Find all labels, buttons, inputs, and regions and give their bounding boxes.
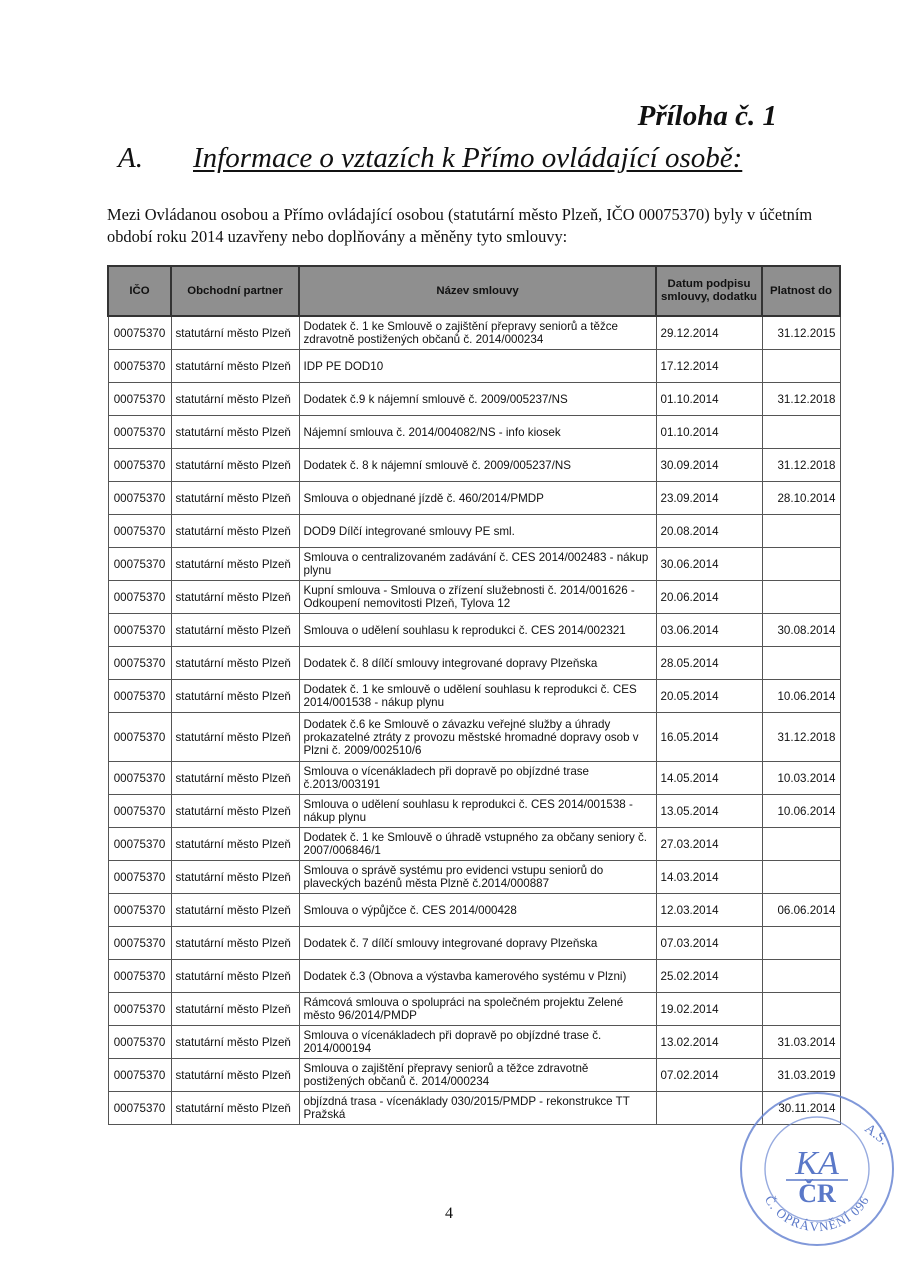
cell-sign-date: 03.06.2014 [656,614,762,647]
header-valid-until: Platnost do [762,266,840,316]
table-row [108,647,840,680]
table-row [108,614,840,647]
cell-contract-name: Smlouva o výpůjčce č. CES 2014/000428 [299,894,656,927]
cell-partner: statutární město Plzeň [171,680,299,713]
cell-valid-until: 31.12.2018 [762,449,840,482]
cell-ico: 00075370 [108,1092,171,1125]
cell-ico: 00075370 [108,795,171,828]
cell-contract-name: Smlouva o zajištění přepravy seniorů a těžce zdravotně postižených občanů č. 2014/000234 [299,1059,656,1092]
header-contract-name: Název smlouvy [299,266,656,316]
cell-ico: 00075370 [108,680,171,713]
table-row [108,449,840,482]
cell-partner: statutární město Plzeň [171,762,299,795]
cell-valid-until [762,828,840,861]
cell-contract-name: Dodatek č. 1 ke smlouvě o udělení souhlasu k reprodukci č. CES 2014/001538 - nákup plynu [299,680,656,713]
section-letter: A. [118,142,143,174]
cell-ico: 00075370 [108,1059,171,1092]
cell-ico: 00075370 [108,894,171,927]
cell-contract-name: IDP PE DOD10 [299,350,656,383]
cell-contract-name: Smlouva o správě systému pro evidenci vstupu seniorů do plaveckých bazénů města Plzně č.2014/000887 [299,861,656,894]
cell-contract-name: Rámcová smlouva o spolupráci na společném projektu Zelené město 96/2014/PMDP [299,993,656,1026]
cell-ico: 00075370 [108,449,171,482]
table-row [108,581,840,614]
cell-ico: 00075370 [108,861,171,894]
cell-valid-until: 06.06.2014 [762,894,840,927]
cell-contract-name: Dodatek č.9 k nájemní smlouvě č. 2009/005237/NS [299,383,656,416]
cell-ico: 00075370 [108,993,171,1026]
cell-valid-until: 31.12.2018 [762,383,840,416]
cell-ico: 00075370 [108,515,171,548]
cell-ico: 00075370 [108,581,171,614]
cell-ico: 00075370 [108,762,171,795]
company-stamp [736,1088,898,1250]
cell-partner: statutární město Plzeň [171,861,299,894]
section-title: Informace o vztazích k Přímo ovládající osobě: [193,142,743,174]
cell-contract-name: Smlouva o vícenákladech při dopravě po objízdné trase č. 2014/000194 [299,1026,656,1059]
cell-sign-date: 07.03.2014 [656,927,762,960]
cell-sign-date: 19.02.2014 [656,993,762,1026]
cell-ico: 00075370 [108,960,171,993]
cell-ico: 00075370 [108,416,171,449]
cell-ico: 00075370 [108,383,171,416]
cell-partner: statutární město Plzeň [171,316,299,350]
cell-sign-date: 28.05.2014 [656,647,762,680]
svg-text:A.S.: A.S. [861,1121,891,1149]
cell-partner: statutární město Plzeň [171,795,299,828]
table-row [108,795,840,828]
cell-valid-until: 30.11.2014 [762,1092,840,1125]
cell-partner: statutární město Plzeň [171,581,299,614]
cell-valid-until: 10.06.2014 [762,795,840,828]
cell-valid-until [762,993,840,1026]
table-row [108,861,840,894]
cell-contract-name: Dodatek č. 1 ke Smlouvě o zajištění přepravy seniorů a těžce zdravotně postižených občanů č. 2014/000234 [299,316,656,350]
cell-contract-name: Kupní smlouva - Smlouva o zřízení služebnosti č. 2014/001626 - Odkoupení nemovitosti Plzeň, Tylova 12 [299,581,656,614]
table-row [108,350,840,383]
cell-ico: 00075370 [108,316,171,350]
cell-contract-name: Dodatek č. 8 dílčí smlouvy integrované dopravy Plzeňska [299,647,656,680]
cell-sign-date: 27.03.2014 [656,828,762,861]
header-ico: IČO [108,266,171,316]
cell-sign-date: 30.06.2014 [656,548,762,581]
table-row [108,927,840,960]
cell-partner: statutární město Plzeň [171,383,299,416]
cell-sign-date: 14.05.2014 [656,762,762,795]
cell-contract-name: objízdná trasa - vícenáklady 030/2015/PMDP - rekonstrukce TT Pražská [299,1092,656,1125]
table-row [108,713,840,762]
cell-sign-date: 16.05.2014 [656,713,762,762]
cell-contract-name: Dodatek č.6 ke Smlouvě o závazku veřejné služby a úhrady prokazatelné ztráty z provozu městské hromadné dopravy osob v Plzni č. 2009/002510/6 [299,713,656,762]
page-number: 4 [445,1205,453,1222]
cell-contract-name: Smlouva o objednané jízdě č. 460/2014/PMDP [299,482,656,515]
cell-sign-date: 12.03.2014 [656,894,762,927]
cell-ico: 00075370 [108,713,171,762]
cell-ico: 00075370 [108,614,171,647]
cell-sign-date: 13.05.2014 [656,795,762,828]
cell-sign-date: 20.06.2014 [656,581,762,614]
table-row [108,894,840,927]
cell-partner: statutární město Plzeň [171,449,299,482]
cell-contract-name: Dodatek č. 8 k nájemní smlouvě č. 2009/005237/NS [299,449,656,482]
cell-ico: 00075370 [108,548,171,581]
table-row [108,1026,840,1059]
cell-ico: 00075370 [108,482,171,515]
cell-contract-name: Smlouva o udělení souhlasu k reprodukci č. CES 2014/002321 [299,614,656,647]
cell-contract-name: DOD9 Dílčí integrované smlouvy PE sml. [299,515,656,548]
table-header-row [108,266,840,316]
cell-partner: statutární město Plzeň [171,713,299,762]
table-body [108,316,840,1125]
cell-valid-until [762,581,840,614]
cell-ico: 00075370 [108,927,171,960]
header-partner: Obchodní partner [171,266,299,316]
table-row [108,383,840,416]
cell-sign-date: 20.08.2014 [656,515,762,548]
cell-ico: 00075370 [108,1026,171,1059]
cell-partner: statutární město Plzeň [171,350,299,383]
cell-partner: statutární město Plzeň [171,960,299,993]
table-row [108,680,840,713]
cell-contract-name: Nájemní smlouva č. 2014/004082/NS - info kiosek [299,416,656,449]
cell-valid-until [762,861,840,894]
cell-partner: statutární město Plzeň [171,647,299,680]
cell-valid-until: 30.08.2014 [762,614,840,647]
cell-valid-until [762,548,840,581]
cell-valid-until: 31.03.2014 [762,1026,840,1059]
table-row [108,515,840,548]
cell-sign-date: 23.09.2014 [656,482,762,515]
cell-partner: statutární město Plzeň [171,1092,299,1125]
cell-valid-until: 31.03.2019 [762,1059,840,1092]
cell-ico: 00075370 [108,647,171,680]
cell-contract-name: Smlouva o vícenákladech při dopravě po objízdné trase č.2013/003191 [299,762,656,795]
header-sign-date: Datum podpisu smlouvy, dodatku [656,266,762,316]
cell-partner: statutární město Plzeň [171,1026,299,1059]
cell-partner: statutární město Plzeň [171,894,299,927]
svg-text:KA: KA [795,1145,839,1182]
cell-partner: statutární město Plzeň [171,482,299,515]
svg-text:ČR: ČR [798,1179,836,1208]
annex-label: Příloha č. 1 [637,100,777,132]
cell-partner: statutární město Plzeň [171,828,299,861]
cell-valid-until [762,647,840,680]
table-row [108,828,840,861]
cell-ico: 00075370 [108,350,171,383]
cell-sign-date: 14.03.2014 [656,861,762,894]
contracts-table [107,265,841,1125]
cell-partner: statutární město Plzeň [171,927,299,960]
cell-sign-date: 07.02.2014 [656,1059,762,1092]
cell-contract-name: Dodatek č.3 (Obnova a výstavba kamerového systému v Plzni) [299,960,656,993]
intro-paragraph: Mezi Ovládanou osobou a Přímo ovládající osobou (statutární město Plzeň, IČO 00075370) byly v účetním období roku 2014 uzavřeny nebo doplňovány a měněny tyto smlouvy: [107,205,813,246]
cell-valid-until [762,350,840,383]
table-row [108,548,840,581]
cell-valid-until: 10.06.2014 [762,680,840,713]
cell-sign-date: 01.10.2014 [656,383,762,416]
cell-sign-date: 13.02.2014 [656,1026,762,1059]
cell-partner: statutární město Plzeň [171,993,299,1026]
table-row [108,1092,840,1125]
cell-valid-until: 31.12.2015 [762,316,840,350]
cell-partner: statutární město Plzeň [171,1059,299,1092]
table-row [108,1059,840,1092]
svg-text:Č. OPRÁVNĚNÍ 096: Č. OPRÁVNĚNÍ 096 [761,1192,873,1235]
cell-valid-until: 31.12.2018 [762,713,840,762]
cell-valid-until: 10.03.2014 [762,762,840,795]
cell-partner: statutární město Plzeň [171,416,299,449]
cell-contract-name: Smlouva o udělení souhlasu k reprodukci č. CES 2014/001538 - nákup plynu [299,795,656,828]
table-row [108,416,840,449]
cell-valid-until [762,960,840,993]
cell-sign-date: 30.09.2014 [656,449,762,482]
cell-contract-name: Smlouva o centralizovaném zadávání č. CES 2014/002483 - nákup plynu [299,548,656,581]
cell-partner: statutární město Plzeň [171,614,299,647]
table-row [108,960,840,993]
cell-sign-date: 01.10.2014 [656,416,762,449]
cell-valid-until: 28.10.2014 [762,482,840,515]
table-row [108,762,840,795]
table-row [108,993,840,1026]
cell-sign-date: 17.12.2014 [656,350,762,383]
cell-partner: statutární město Plzeň [171,548,299,581]
cell-contract-name: Dodatek č. 7 dílčí smlouvy integrované dopravy Plzeňska [299,927,656,960]
cell-sign-date: 20.05.2014 [656,680,762,713]
cell-valid-until [762,416,840,449]
cell-partner: statutární město Plzeň [171,515,299,548]
table-row [108,482,840,515]
cell-sign-date: 25.02.2014 [656,960,762,993]
table-row [108,316,840,350]
cell-sign-date: 29.12.2014 [656,316,762,350]
cell-valid-until [762,515,840,548]
cell-ico: 00075370 [108,828,171,861]
cell-valid-until [762,927,840,960]
cell-contract-name: Dodatek č. 1 ke Smlouvě o úhradě vstupného za občany seniory č. 2007/006846/1 [299,828,656,861]
